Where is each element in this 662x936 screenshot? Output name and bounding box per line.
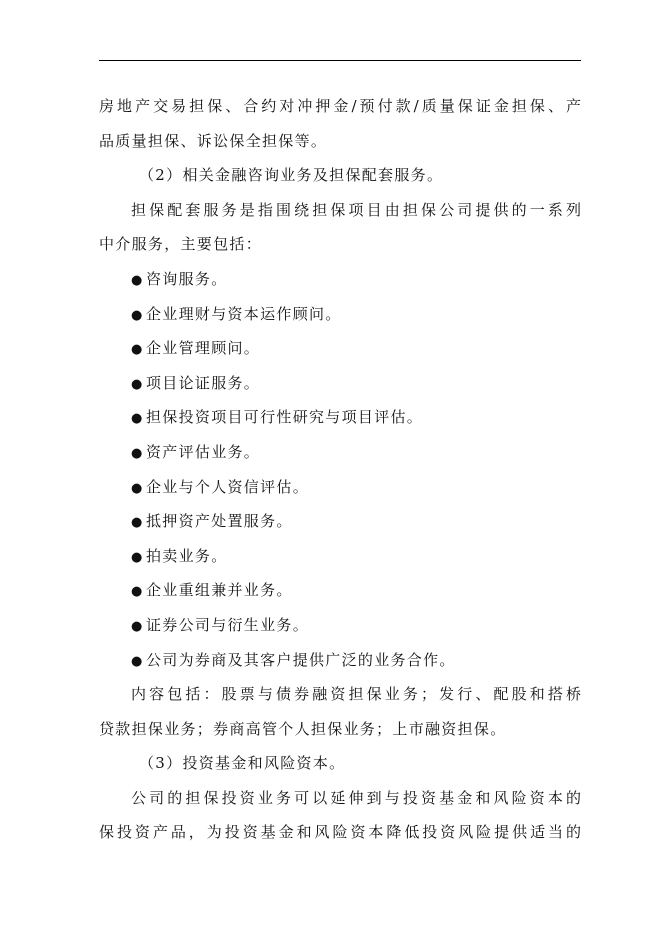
bullet-icon: ● — [131, 272, 144, 288]
bullet-icon: ● — [131, 480, 144, 496]
list-item — [99, 366, 581, 401]
list-item — [99, 470, 581, 505]
document-body — [99, 89, 581, 850]
list-item — [99, 331, 581, 366]
header-rule — [99, 60, 581, 61]
list-item — [99, 400, 581, 435]
list-item-text: 咨询服务。 — [146, 269, 228, 288]
paragraph-line-4: 中介服务，主要包括： — [99, 235, 263, 254]
list-item-text: 资产评估业务。 — [146, 442, 261, 461]
list-item-text: 拍卖业务。 — [146, 546, 228, 565]
list-item — [99, 608, 581, 643]
list-item — [99, 435, 581, 470]
section-heading-3: （3）投资基金和风险资本。 — [139, 754, 346, 773]
bullet-icon: ● — [131, 445, 144, 461]
list-item-text: 抵押资产处置服务。 — [146, 512, 293, 531]
paragraph-line-5: 内容包括：股票与债券融资担保业务；发行、配股和搭桥 — [131, 685, 581, 704]
paragraph-line-1: 房地产交易担保、合约对冲押金/预付款/质量保证金担保、产 — [99, 97, 581, 115]
list-item — [99, 297, 581, 332]
paragraph-line-2: 品质量担保、诉讼保全担保等。 — [99, 131, 328, 150]
bullet-icon: ● — [131, 549, 144, 565]
list-item — [99, 262, 581, 297]
bullet-icon: ● — [131, 653, 144, 669]
section-heading-2: （2）相关金融咨询业务及担保配套服务。 — [139, 166, 444, 185]
bullet-icon: ● — [131, 515, 144, 531]
list-item — [99, 643, 581, 678]
list-item-text: 企业与个人资信评估。 — [146, 477, 310, 496]
bullet-icon: ● — [131, 584, 144, 600]
bullet-icon: ● — [131, 376, 144, 392]
paragraph-line-8: 保投资产品，为投资基金和风险资本降低投资风险提供适当的 — [99, 823, 581, 842]
list-item-text: 证券公司与衍生业务。 — [146, 615, 310, 634]
list-item — [99, 504, 581, 539]
paragraph-line-3: 担保配套服务是指围绕担保项目由担保公司提供的一系列 — [131, 200, 581, 219]
paragraph-line-6: 贷款担保业务；券商高管个人担保业务；上市融资担保。 — [99, 719, 507, 738]
list-item-text: 企业管理顾问。 — [146, 339, 261, 358]
list-item-text: 担保投资项目可行性研究与项目评估。 — [146, 408, 424, 427]
list-item — [99, 573, 581, 608]
bullet-icon: ● — [131, 307, 144, 323]
bullet-icon: ● — [131, 411, 144, 427]
paragraph-line-7: 公司的担保投资业务可以延伸到与投资基金和风险资本的 — [131, 788, 581, 807]
list-item-text: 企业理财与资本运作顾问。 — [146, 304, 342, 323]
bullet-icon: ● — [131, 342, 144, 358]
bullet-icon: ● — [131, 618, 144, 634]
bullet-list — [99, 262, 581, 677]
list-item-text: 企业重组兼并业务。 — [146, 581, 293, 600]
list-item-text: 公司为券商及其客户提供广泛的业务合作。 — [146, 650, 456, 669]
list-item-text: 项目论证服务。 — [146, 373, 261, 392]
list-item — [99, 539, 581, 574]
